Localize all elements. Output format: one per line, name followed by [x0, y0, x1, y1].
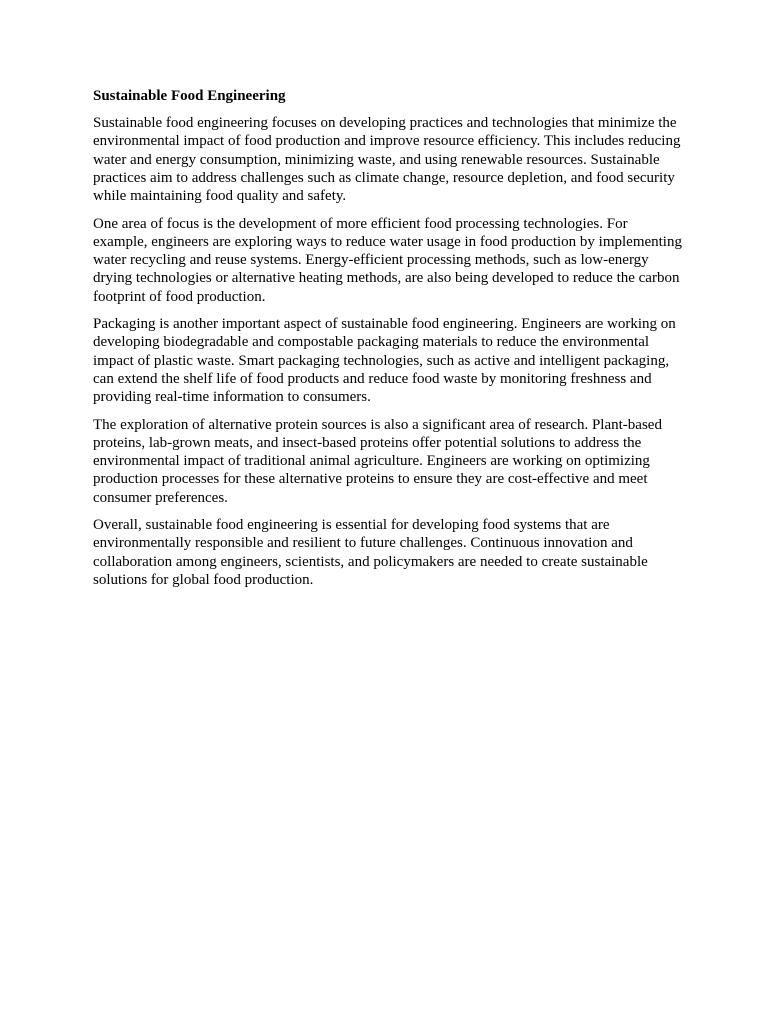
paragraph-1: Sustainable food engineering focuses on developing practices and technologies that minimize the environmental impact of food production and improve resource efficiency. This includes reducing water and energy consumption, minimizing waste, and using renewable resources. Sustainable practices aim to address challenges such as climate change, resource depletion, and food security while maintaining food quality and safety. [93, 115, 681, 205]
paragraph-2: One area of focus is the development of more efficient food processing technologies. For example, engineers are exploring ways to reduce water usage in food production by implementing water recycling and reuse systems. Energy-efficient processing methods, such as low-energy drying technologies or alternative heating methods, are also being developed to reduce the carbon footprint of food production. [93, 215, 682, 305]
document-page [93, 87, 683, 599]
paragraph-4: The exploration of alternative protein sources is also a significant area of research. Plant-based proteins, lab-grown meats, and insect-based proteins offer potential solutions to address the environmental impact of traditional animal agriculture. Engineers are working on optimizing production processes for these alternative proteins to ensure they are cost-effective and meet consumer preferences. [93, 416, 662, 506]
paragraph-3: Packaging is another important aspect of sustainable food engineering. Engineers are working on developing biodegradable and compostable packaging materials to reduce the environmental impact of plastic waste. Smart packaging technologies, such as active and intelligent packaging, can extend the shelf life of food products and reduce food waste by monitoring freshness and providing real-time information to consumers. [93, 316, 676, 406]
document-title: Sustainable Food Engineering [93, 88, 286, 104]
paragraph-5: Overall, sustainable food engineering is essential for developing food systems that are environmentally responsible and resilient to future challenges. Continuous innovation and collaboration among engineers, scientists, and policymakers are needed to create sustainable solutions for global food production. [93, 517, 648, 588]
